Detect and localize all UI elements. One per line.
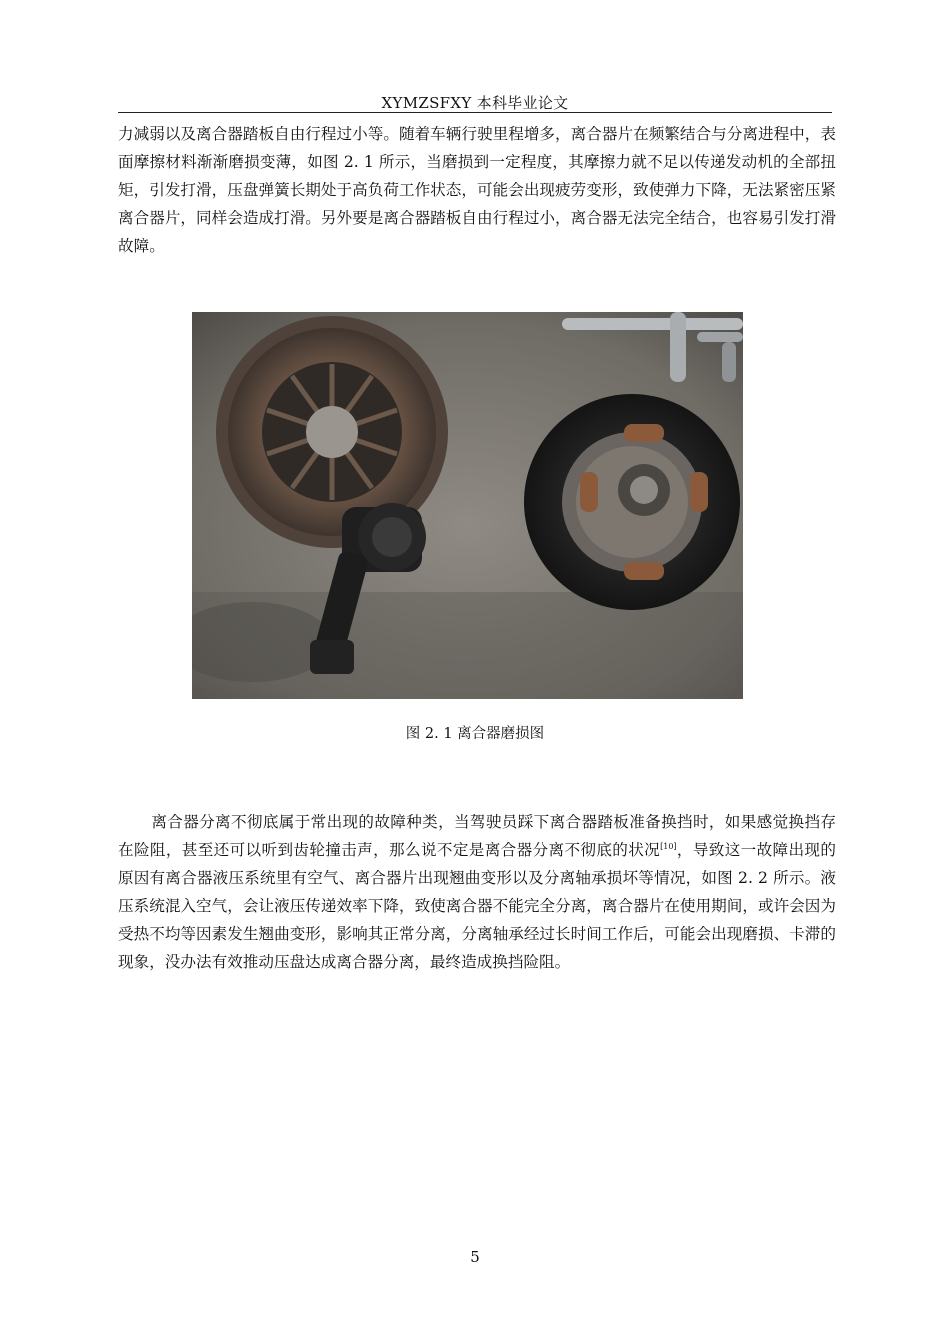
running-header: XYMZSFXY 本科毕业论文: [381, 94, 569, 112]
paragraph-1: 力减弱以及离合器踏板自由行程过小等。随着车辆行驶里程增多，离合器片在频繁结合与分离进程中，表面摩擦材料渐渐磨损变薄，如图 2. 1 所示，当磨损到一定程度，其摩擦力就不足以传递发动机的全部扭矩，引发打滑，压盘弹簧长期处于高负荷工作状态，可能会出现疲劳变形，致使弹力下降，无法紧密压紧离合器片，同样会造成打滑。另外要是离合器踏板自由行程过小，离合器无法完全结合，也容易引发打滑故障。: [118, 125, 836, 255]
paragraph-2: [118, 808, 836, 976]
paragraph-2-text-a: 离合器分离不彻底属于常出现的故障种类，当驾驶员踩下离合器踏板准备换挡时，如果感觉换挡存在险阻，甚至还可以听到齿轮撞击声，那么说不定是离合器分离不彻底的状况: [118, 813, 836, 859]
citation-ref[interactable]: [10]: [660, 842, 677, 851]
figure-caption: 图 2. 1 离合器磨损图: [405, 726, 545, 742]
clutch-wear-photo: [192, 312, 743, 699]
paragraph-2-text-b: ，导致这一故障出现的原因有离合器液压系统里有空气、离合器片出现翘曲变形以及分离轴承损坏等情况，如图 2. 2 所示。液压系统混入空气，会让液压传递效率下降，致使离合器不能完全分离，离合器片在使用期间，或许会因为受热不均等因素发生翘曲变形，影响其正常分离，分离轴承经过长时间工作后，可能会出现磨损、卡滞的现象，没办法有效推动压盘达成离合器分离，最终造成换挡险阻。: [118, 841, 836, 971]
header-rule: [118, 112, 832, 113]
clutch-disc: [524, 394, 740, 610]
page-number: 5: [470, 1248, 480, 1266]
